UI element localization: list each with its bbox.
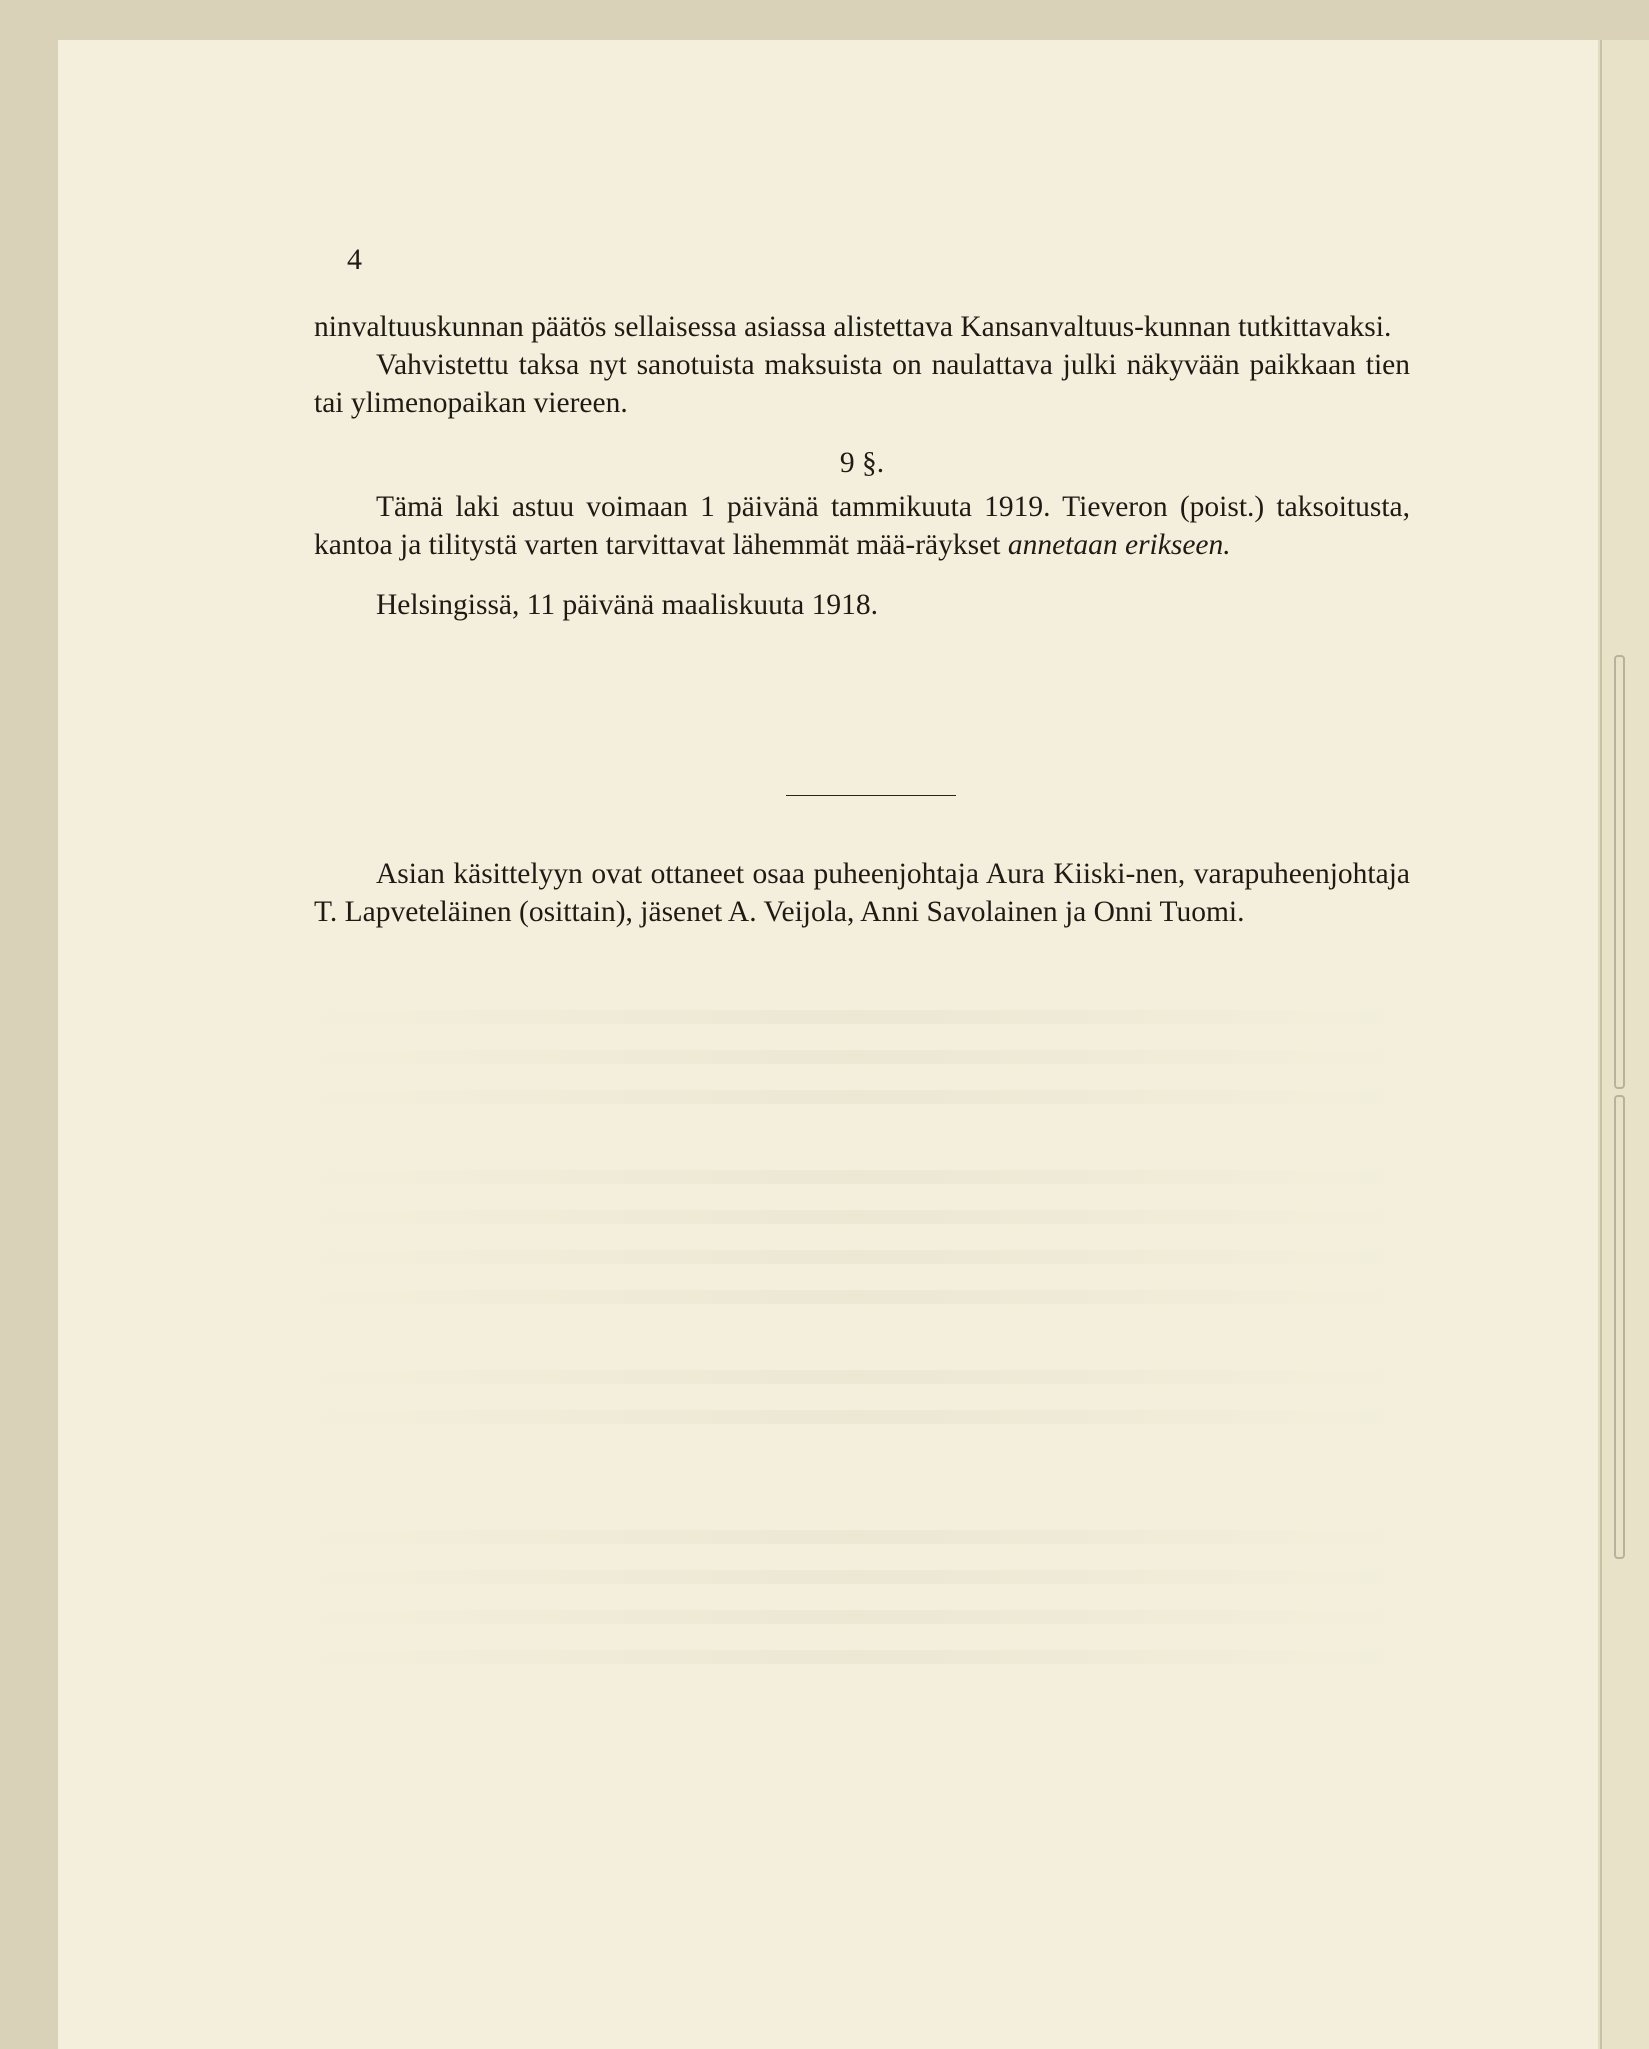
show-through-text [300, 1410, 1410, 1424]
paragraph-section-9-text: Tämä laki astuu voimaan 1 päivänä tammikuuta 1919. Tieveron (poist.) taksoitusta, kantoa ja tilitystä varten tarvittavat lähemmät mää-räykset [314, 491, 1410, 561]
body-text-lower [314, 855, 1410, 931]
place-and-date: Helsingissä, 11 päivänä maaliskuuta 1918. [376, 589, 878, 621]
show-through-text [300, 1090, 1410, 1104]
binding-thread [1614, 1095, 1625, 1559]
show-through-text [300, 1610, 1410, 1624]
paragraph-section-9 [314, 488, 1410, 564]
body-text-upper [314, 308, 1410, 624]
show-through-text [300, 1570, 1410, 1584]
show-through-text [300, 1050, 1410, 1064]
paragraph-continuation: ninvaltuuskunnan päätös sellaisessa asiassa alistettava Kansanvaltuus-kunnan tutkittavaksi. [314, 311, 1392, 343]
separator-rule [786, 795, 956, 796]
show-through-text [300, 1650, 1410, 1664]
show-through-text [300, 1170, 1410, 1184]
binding-thread [1614, 655, 1625, 1089]
show-through-text [300, 1290, 1410, 1304]
show-through-text [300, 1250, 1410, 1264]
paragraph-taksa: Vahvistettu taksa nyt sanotuista maksuista on naulattava julki näkyvään paikkaan tien tai ylimenopaikan viereen. [314, 349, 1410, 419]
section-heading: 9 §. [839, 447, 885, 479]
show-through-text [300, 1370, 1410, 1384]
paragraph-section-9-italic: annetaan erikseen. [1007, 529, 1231, 561]
participants-paragraph: Asian käsittelyyn ovat ottaneet osaa puheenjohtaja Aura Kiiski-nen, varapuheenjohtaja T. Lapveteläinen (osittain), jäsenet A. Veijola, Anni Savolainen ja Onni Tuomi. [314, 858, 1410, 928]
page-number: 4 [347, 243, 362, 276]
show-through-text [300, 1530, 1410, 1544]
show-through-text [300, 1010, 1410, 1024]
show-through-text [300, 1210, 1410, 1224]
